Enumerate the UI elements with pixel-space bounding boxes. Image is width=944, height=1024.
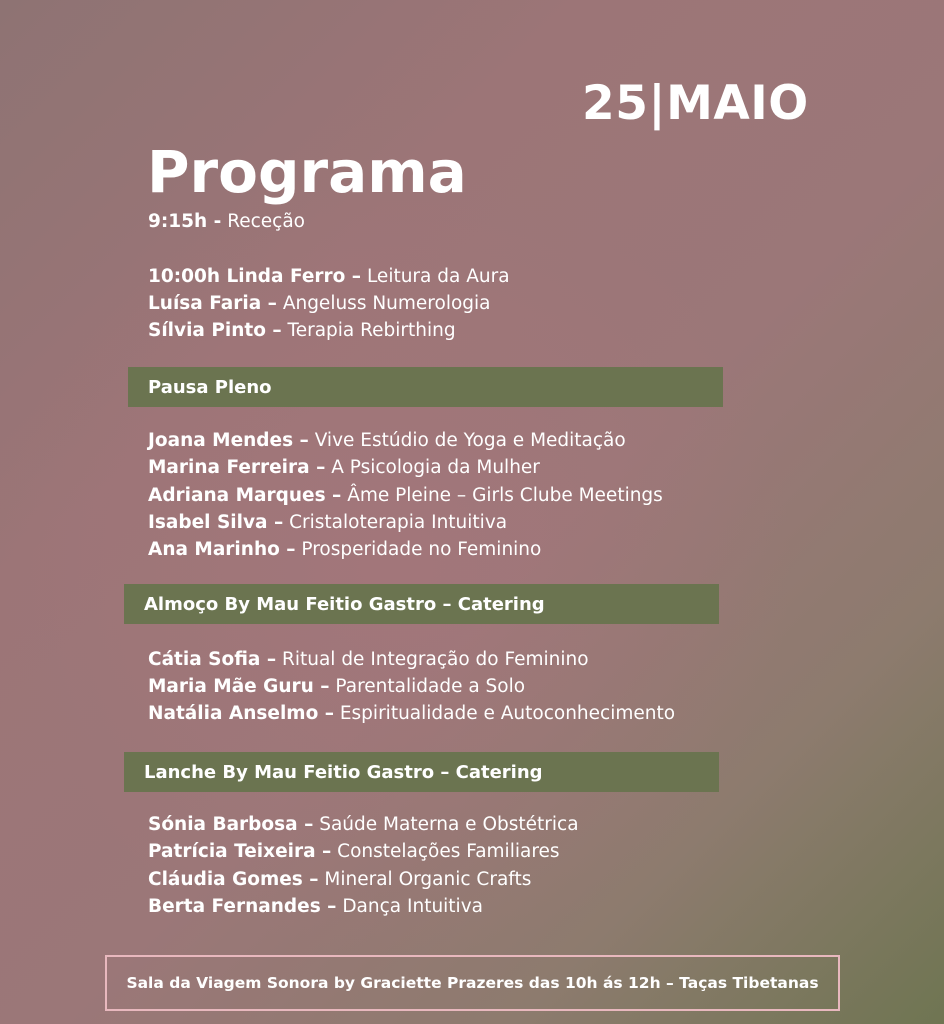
speaker-topic: Vive Estúdio de Yoga e Meditação [314, 430, 626, 451]
speaker-name: Marina Ferreira – [148, 457, 326, 478]
speaker-name: Maria Mãe Guru – [148, 676, 330, 697]
speaker-name: Sílvia Pinto – [148, 320, 282, 341]
schedule-item [148, 541, 541, 560]
speaker-name: Ana Marinho – [148, 539, 296, 560]
page-title: Programa [147, 138, 467, 206]
speaker-name: Joana Mendes – [148, 430, 309, 451]
speaker-topic: Cristaloterapia Intuitiva [289, 512, 508, 533]
speaker-topic: Angeluss Numerologia [282, 293, 491, 314]
speaker-topic: Dança Intuitiva [342, 896, 483, 917]
schedule-item [148, 295, 491, 314]
break-banner-pausa: Pausa Pleno [128, 367, 723, 407]
speaker-name: Natália Anselmo – [148, 703, 334, 724]
speaker-topic: Constelações Familiares [337, 841, 560, 862]
speaker-name: Sónia Barbosa – [148, 814, 314, 835]
break-banner-almoco: Almoço By Mau Feitio Gastro – Catering [124, 584, 719, 624]
reception-label: Receção [227, 211, 305, 232]
speaker-name: Isabel Silva – [148, 512, 284, 533]
speaker-topic: Parentalidade a Solo [335, 676, 526, 697]
speaker-name: Cátia Sofia – [148, 649, 277, 670]
schedule-item [148, 432, 626, 451]
speaker-topic: Âme Pleine – Girls Clube Meetings [347, 485, 663, 506]
schedule-item [148, 651, 589, 670]
speaker-topic: Ritual de Integração do Feminino [281, 649, 589, 670]
speaker-topic: Espiritualidade e Autoconhecimento [339, 703, 676, 724]
speaker-topic: Leitura da Aura [366, 266, 510, 287]
speaker-name: Berta Fernandes – [148, 896, 337, 917]
reception-line [148, 213, 305, 232]
schedule-item [148, 268, 510, 287]
schedule-item [148, 514, 507, 533]
schedule-item [148, 871, 531, 890]
speaker-name: 10:00h Linda Ferro – [148, 266, 362, 287]
break-banner-lanche: Lanche By Mau Feitio Gastro – Catering [124, 752, 719, 792]
speaker-topic: A Psicologia da Mulher [331, 457, 540, 478]
speaker-topic: Mineral Organic Crafts [324, 869, 532, 890]
speaker-name: Adriana Marques – [148, 485, 342, 506]
speaker-topic: Prosperidade no Feminino [301, 539, 542, 560]
speaker-name: Cláudia Gomes – [148, 869, 319, 890]
schedule-item [148, 459, 540, 478]
speaker-topic: Saúde Materna e Obstétrica [319, 814, 579, 835]
event-date: 25|MAIO [582, 76, 809, 131]
sound-room-note: Sala da Viagem Sonora by Graciette Prazeres das 10h ás 12h – Taças Tibetanas [105, 955, 840, 1011]
schedule-item [148, 322, 456, 341]
reception-time: 9:15h - [148, 211, 222, 232]
schedule-item [148, 816, 579, 835]
schedule-item [148, 705, 675, 724]
schedule-item [148, 898, 483, 917]
schedule-item [148, 843, 560, 862]
speaker-name: Patrícia Teixeira – [148, 841, 332, 862]
speaker-topic: Terapia Rebirthing [287, 320, 456, 341]
schedule-item [148, 678, 525, 697]
speaker-name: Luísa Faria – [148, 293, 277, 314]
schedule-item [148, 487, 663, 506]
